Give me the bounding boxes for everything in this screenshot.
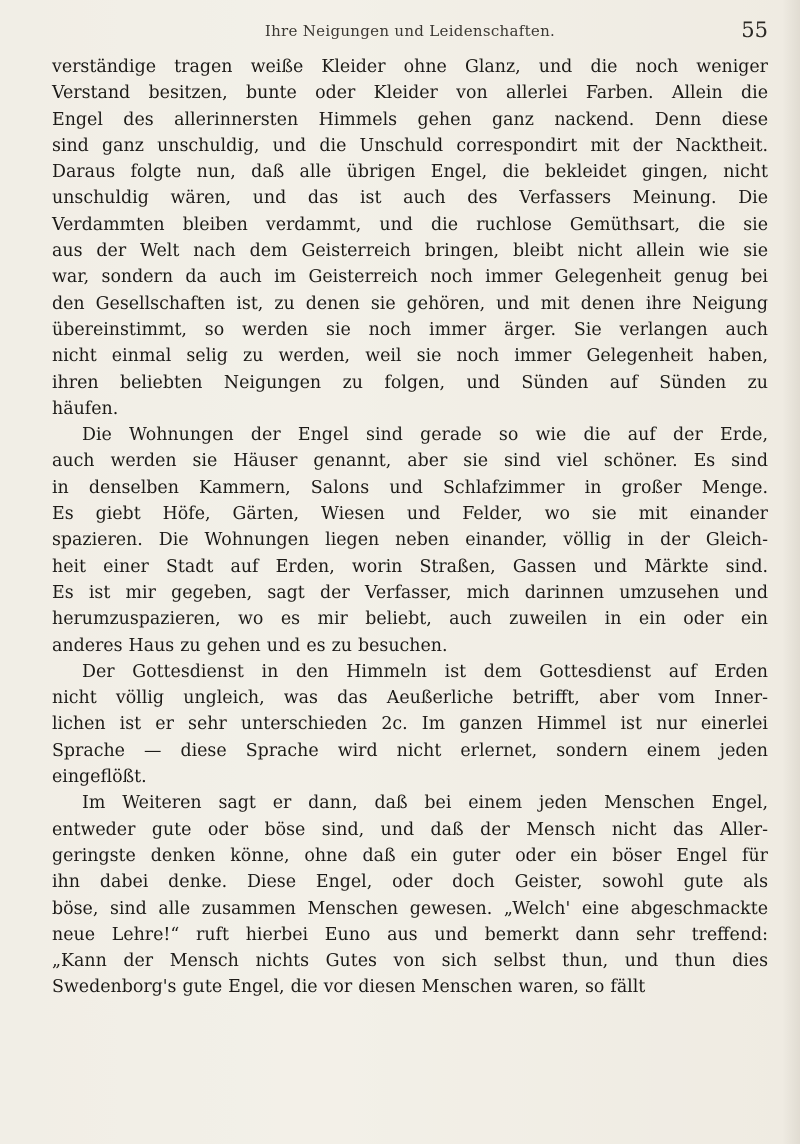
text-line: Verstand besitzen, bunte oder Kleider von allerlei Farben. Allein die (52, 83, 768, 104)
text-line: ihren beliebten Neigungen zu folgen, und Sünden auf Sünden zu (52, 372, 768, 393)
running-head: Ihre Neigungen und Leidenschaften. (264, 22, 556, 40)
text-line: heit einer Stadt auf Erden, worin Straßen, Gassen und Märkte sind. (52, 556, 768, 577)
text-line: neue Lehre!“ ruft hierbei Euno aus und bemerkt dann sehr treffend: (52, 924, 768, 945)
text-line: Es ist mir gegeben, sagt der Verfasser, mich darinnen umzusehen und (52, 582, 768, 603)
page-header (52, 18, 768, 52)
text-line: lichen ist er sehr unterschieden 2c. Im ganzen Himmel ist nur einerlei (52, 714, 768, 735)
text-line: Engel des allerinnersten Himmels gehen ganz nackend. Denn diese (52, 109, 768, 130)
body-text (52, 54, 768, 1001)
text-line: herumzuspazieren, wo es mir beliebt, auch zuweilen in ein oder ein (52, 609, 768, 630)
text-line: Im Weiteren sagt er dann, daß bei einem jeden Menschen Engel, (82, 793, 768, 814)
text-line: böse, sind alle zusammen Menschen gewesen. „Welch' eine abgeschmackte (52, 898, 768, 919)
text-line: eingeflößt. (52, 767, 147, 788)
text-line: spazieren. Die Wohnungen liegen neben einander, völlig in der Gleich- (52, 530, 768, 551)
page-number: 55 (741, 18, 768, 42)
text-line: nicht einmal selig zu werden, weil sie noch immer Gelegenheit haben, (52, 346, 768, 367)
text-line: entweder gute oder böse sind, und daß der Mensch nicht das Aller- (52, 819, 768, 840)
text-line: ihn dabei denke. Diese Engel, oder doch Geister, sowohl gute als (52, 872, 768, 893)
text-line: Es giebt Höfe, Gärten, Wiesen und Felder, wo sie mit einander (52, 504, 768, 525)
text-line: in denselben Kammern, Salons und Schlafzimmer in großer Menge. (52, 477, 768, 498)
page-edge-shadow (782, 0, 800, 1144)
text-line: Sprache — diese Sprache wird nicht erlernet, sondern einem jeden (52, 740, 768, 761)
text-line: unschuldig wären, und das ist auch des Verfassers Meinung. Die (52, 188, 768, 209)
text-line: auch werden sie Häuser genannt, aber sie sind viel schöner. Es sind (52, 451, 768, 472)
text-line: aus der Welt nach dem Geisterreich bringen, bleibt nicht allein wie sie (52, 241, 768, 262)
text-line: sind ganz unschuldig, und die Unschuld correspondirt mit der Nacktheit. (52, 135, 768, 156)
text-line: Verdammten bleiben verdammt, und die ruchlose Gemüthsart, die sie (52, 214, 768, 235)
text-line: Die Wohnungen der Engel sind gerade so wie die auf der Erde, (82, 425, 768, 446)
text-line: den Gesellschaften ist, zu denen sie gehören, und mit denen ihre Neigung (52, 293, 768, 314)
text-line: war, sondern da auch im Geisterreich noch immer Gelegenheit genug bei (52, 267, 768, 288)
text-line: verständige tragen weiße Kleider ohne Glanz, und die noch weniger (52, 57, 768, 77)
text-line: übereinstimmt, so werden sie noch immer ärger. Sie verlangen auch (52, 319, 768, 340)
text-line: häufen. (52, 398, 119, 419)
text-line: Daraus folgte nun, daß alle übrigen Engel, die bekleidet gingen, nicht (52, 162, 768, 183)
text-line: nicht völlig ungleich, was das Aeußerliche betrifft, aber vom Inner- (52, 688, 768, 709)
text-line: Swedenborg's gute Engel, die vor diesen Menschen waren, so fällt (52, 977, 646, 998)
text-line: anderes Haus zu gehen und es zu besuchen. (52, 635, 448, 656)
text-line: Der Gottesdienst in den Himmeln ist dem Gottesdienst auf Erden (82, 661, 768, 682)
text-line: „Kann der Mensch nichts Gutes von sich selbst thun, und thun dies (52, 951, 768, 972)
text-line: geringste denken könne, ohne daß ein guter oder ein böser Engel für (52, 845, 768, 866)
